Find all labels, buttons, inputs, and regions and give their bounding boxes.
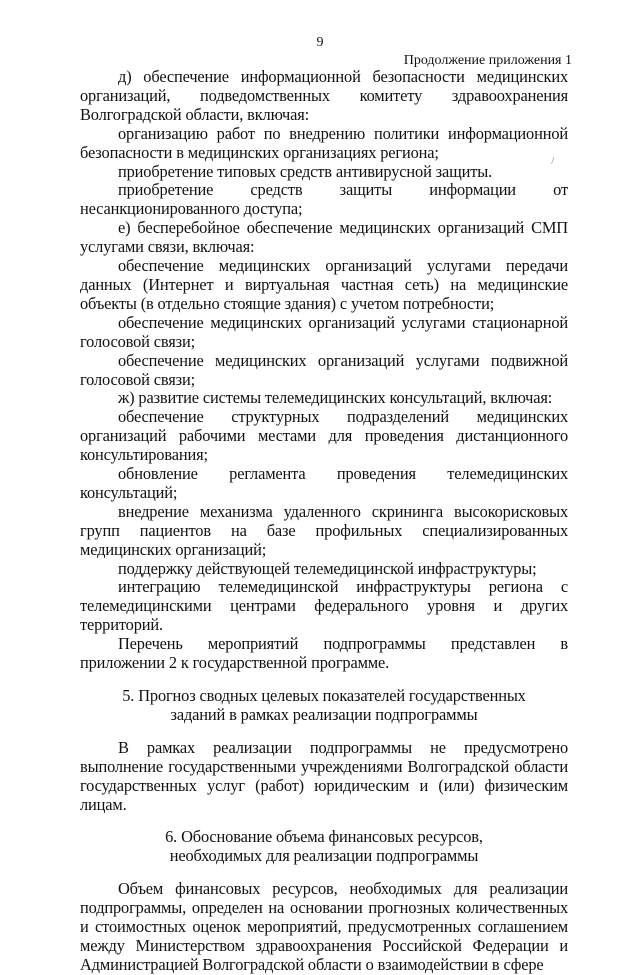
section-5-heading-line-1: 5. Прогноз сводных целевых показателей государственных [122, 686, 526, 705]
paragraph: Перечень мероприятий подпрограммы представлен в приложении 2 к государственной программе. [80, 634, 568, 673]
document-body [80, 68, 568, 975]
page-number: 9 [316, 35, 324, 50]
paragraph: обеспечение медицинских организаций услугами передачи данных (Интернет и виртуальная частная сеть) на медицинские объекты (в отдельно стоящие здания) с учетом потребности; [80, 256, 568, 313]
section-spacer [80, 725, 568, 739]
section-5-text: В рамках реализации подпрограммы не предусмотрено выполнение государственными учреждениями Волгоградской области государственных услуг (работ) юридическим и (или) физическим лицам. [80, 737, 568, 814]
section-spacer [80, 866, 568, 880]
section-6-heading-line-2: необходимых для реализации подпрограммы [169, 846, 479, 866]
section-5-heading-line-2: заданий в рамках реализации подпрограммы [170, 704, 478, 724]
paragraph: д) обеспечение информационной безопасности медицинских организаций, подведомственных комитету здравоохранения Волгоградской области, включая: [80, 67, 568, 124]
appendix-note: Продолжение приложения 1 [403, 53, 572, 68]
section-6-text: Объем финансовых ресурсов, необходимых для реализации подпрограммы, определен на основании прогнозных количественных и стоимостных оценок мероприятий, предусмотренных соглашением между Министерством здравоохранения Российской Федерации и Администрацией Волгоградской области о взаимодействии в сфере [80, 879, 568, 974]
paragraph: обеспечение структурных подразделений медицинских организаций рабочими местами для проведения дистанционного консультирования; [80, 407, 568, 465]
paragraph: поддержку действующей телемедицинской инфраструктуры; [118, 558, 537, 578]
section-6-heading [80, 828, 568, 866]
paragraph: обновление регламента проведения телемедицинских консультаций; [80, 464, 568, 502]
section-spacer [80, 673, 568, 687]
section-6-heading-line-1: 6. Обоснование объема финансовых ресурсов, [165, 827, 483, 847]
paragraph: е) бесперебойное обеспечение медицинских организаций СМП услугами связи, включая: [80, 218, 568, 257]
paragraph: приобретение типовых средств антивирусной защиты. [118, 161, 493, 181]
section-5-heading [80, 687, 568, 725]
paragraph: ж) развитие системы телемедицинских консультаций, включая: [118, 388, 553, 408]
paragraph: внедрение механизма удаленного скрининга высокорисковых групп пациентов на базе профильных специализированных медицинских организаций; [80, 501, 568, 559]
paragraph: обеспечение медицинских организаций услугами подвижной голосовой связи; [80, 350, 568, 389]
paragraph: обеспечение медицинских организаций услугами стационарной голосовой связи; [80, 312, 568, 351]
paragraph: организацию работ по внедрению политики информационной безопасности в медицинских организациях региона; [80, 123, 568, 162]
paragraph: интеграцию телемедицинской инфраструктуры региона с телемедицинскими центрами федерального уровня и других территорий. [80, 577, 568, 635]
paragraph: приобретение средств защиты информации от несанкционированного доступа; [80, 180, 568, 219]
margin-mark: / [551, 156, 554, 167]
section-spacer [80, 814, 568, 828]
